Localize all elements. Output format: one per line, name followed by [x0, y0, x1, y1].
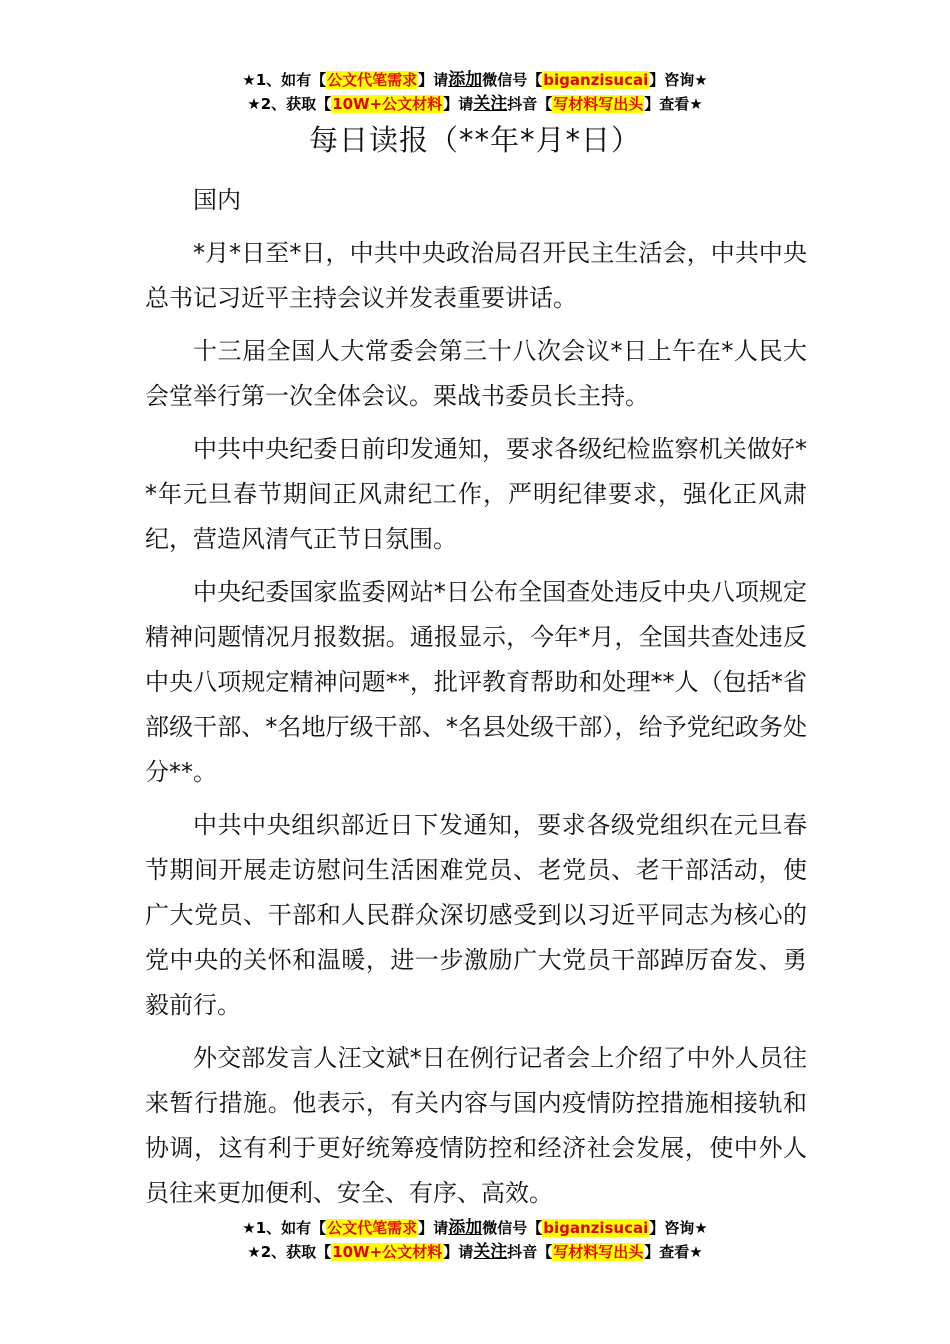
news-paragraph: 中共中央组织部近日下发通知，要求各级党组织在元旦春节期间开展走访慰问生活困难党员、老党员、老干部活动，使广大党员、干部和人民群众深切感受到以习近平同志为核心的党中央的关怀和温暖，进一步激励广大党员干部踔厉奋发、勇毅前行。 — [145, 811, 807, 1019]
document-body — [145, 178, 807, 1224]
ad-highlight: 公文代笔需求 — [327, 1219, 418, 1237]
ad-text: 微信号【 — [482, 71, 543, 89]
ad-text: 】咨询★ — [649, 71, 708, 89]
ad-text: ★1、如有【 — [242, 71, 327, 89]
news-paragraph: 十三届全国人大常委会第三十八次会议*日上午在*人民大会堂举行第一次全体会议。栗战书委员长主持。 — [145, 337, 807, 410]
ad-text: 】请 — [443, 1243, 474, 1261]
ad-line-1 — [0, 68, 950, 92]
ad-text: ★2、获取【 — [247, 95, 332, 113]
ad-text: 】查看★ — [644, 95, 703, 113]
ad-highlight: 写材料写出头 — [553, 1243, 644, 1261]
ad-underline: 添加 — [448, 1218, 483, 1238]
ad-text: 抖音【 — [507, 1243, 553, 1261]
ad-text: 】咨询★ — [649, 1219, 708, 1237]
ad-underline: 添加 — [448, 70, 483, 90]
ad-text: 】请 — [418, 1219, 449, 1237]
ad-underline: 关注 — [473, 94, 508, 114]
ad-highlight: 写材料写出头 — [553, 95, 644, 113]
ad-text: 微信号【 — [482, 1219, 543, 1237]
ad-text: ★1、如有【 — [242, 1219, 327, 1237]
ad-text: 】请 — [418, 71, 449, 89]
ad-highlight: biganzisucai — [543, 1219, 649, 1237]
news-paragraph: 中共中央纪委日前印发通知，要求各级纪检监察机关做好**年元旦春节期间正风肃纪工作，严明纪律要求，强化正风肃纪，营造风清气正节日氛围。 — [145, 435, 807, 553]
ad-text: ★2、获取【 — [247, 1243, 332, 1261]
ad-underline: 关注 — [473, 1242, 508, 1262]
document-title: 每日读报（**年*月*日） — [308, 123, 641, 157]
ad-text: 】查看★ — [644, 1243, 703, 1261]
news-paragraph: 中央纪委国家监委网站*日公布全国查处违反中央八项规定精神问题情况月报数据。通报显示，今年*月，全国共查处违反中央八项规定精神问题**，批评教育帮助和处理**人（包括*省部级干部、*名地厅级干部、*名县处级干部），给予党纪政务处分**。 — [145, 578, 807, 786]
news-paragraph: *月*日至*日，中共中央政治局召开民主生活会，中共中央总书记习近平主持会议并发表重要讲话。 — [145, 239, 807, 312]
ad-text: 】请 — [443, 95, 474, 113]
footer-ad-banner — [0, 1216, 950, 1264]
header-ad-banner — [0, 68, 950, 116]
ad-highlight: 公文代笔需求 — [327, 71, 418, 89]
ad-line-2 — [0, 1240, 950, 1264]
ad-highlight: 10W+公文材料 — [332, 95, 443, 113]
ad-highlight: 10W+公文材料 — [332, 1243, 443, 1261]
ad-line-1 — [0, 1216, 950, 1240]
ad-line-2 — [0, 92, 950, 116]
ad-text: 抖音【 — [507, 95, 553, 113]
ad-highlight: biganzisucai — [543, 71, 649, 89]
section-heading: 国内 — [193, 186, 241, 214]
news-paragraph: 外交部发言人汪文斌*日在例行记者会上介绍了中外人员往来暂行措施。他表示，有关内容与国内疫情防控措施相接轨和协调，这有利于更好统筹疫情防控和经济社会发展，使中外人员往来更加便利、安全、有序、高效。 — [145, 1044, 807, 1207]
